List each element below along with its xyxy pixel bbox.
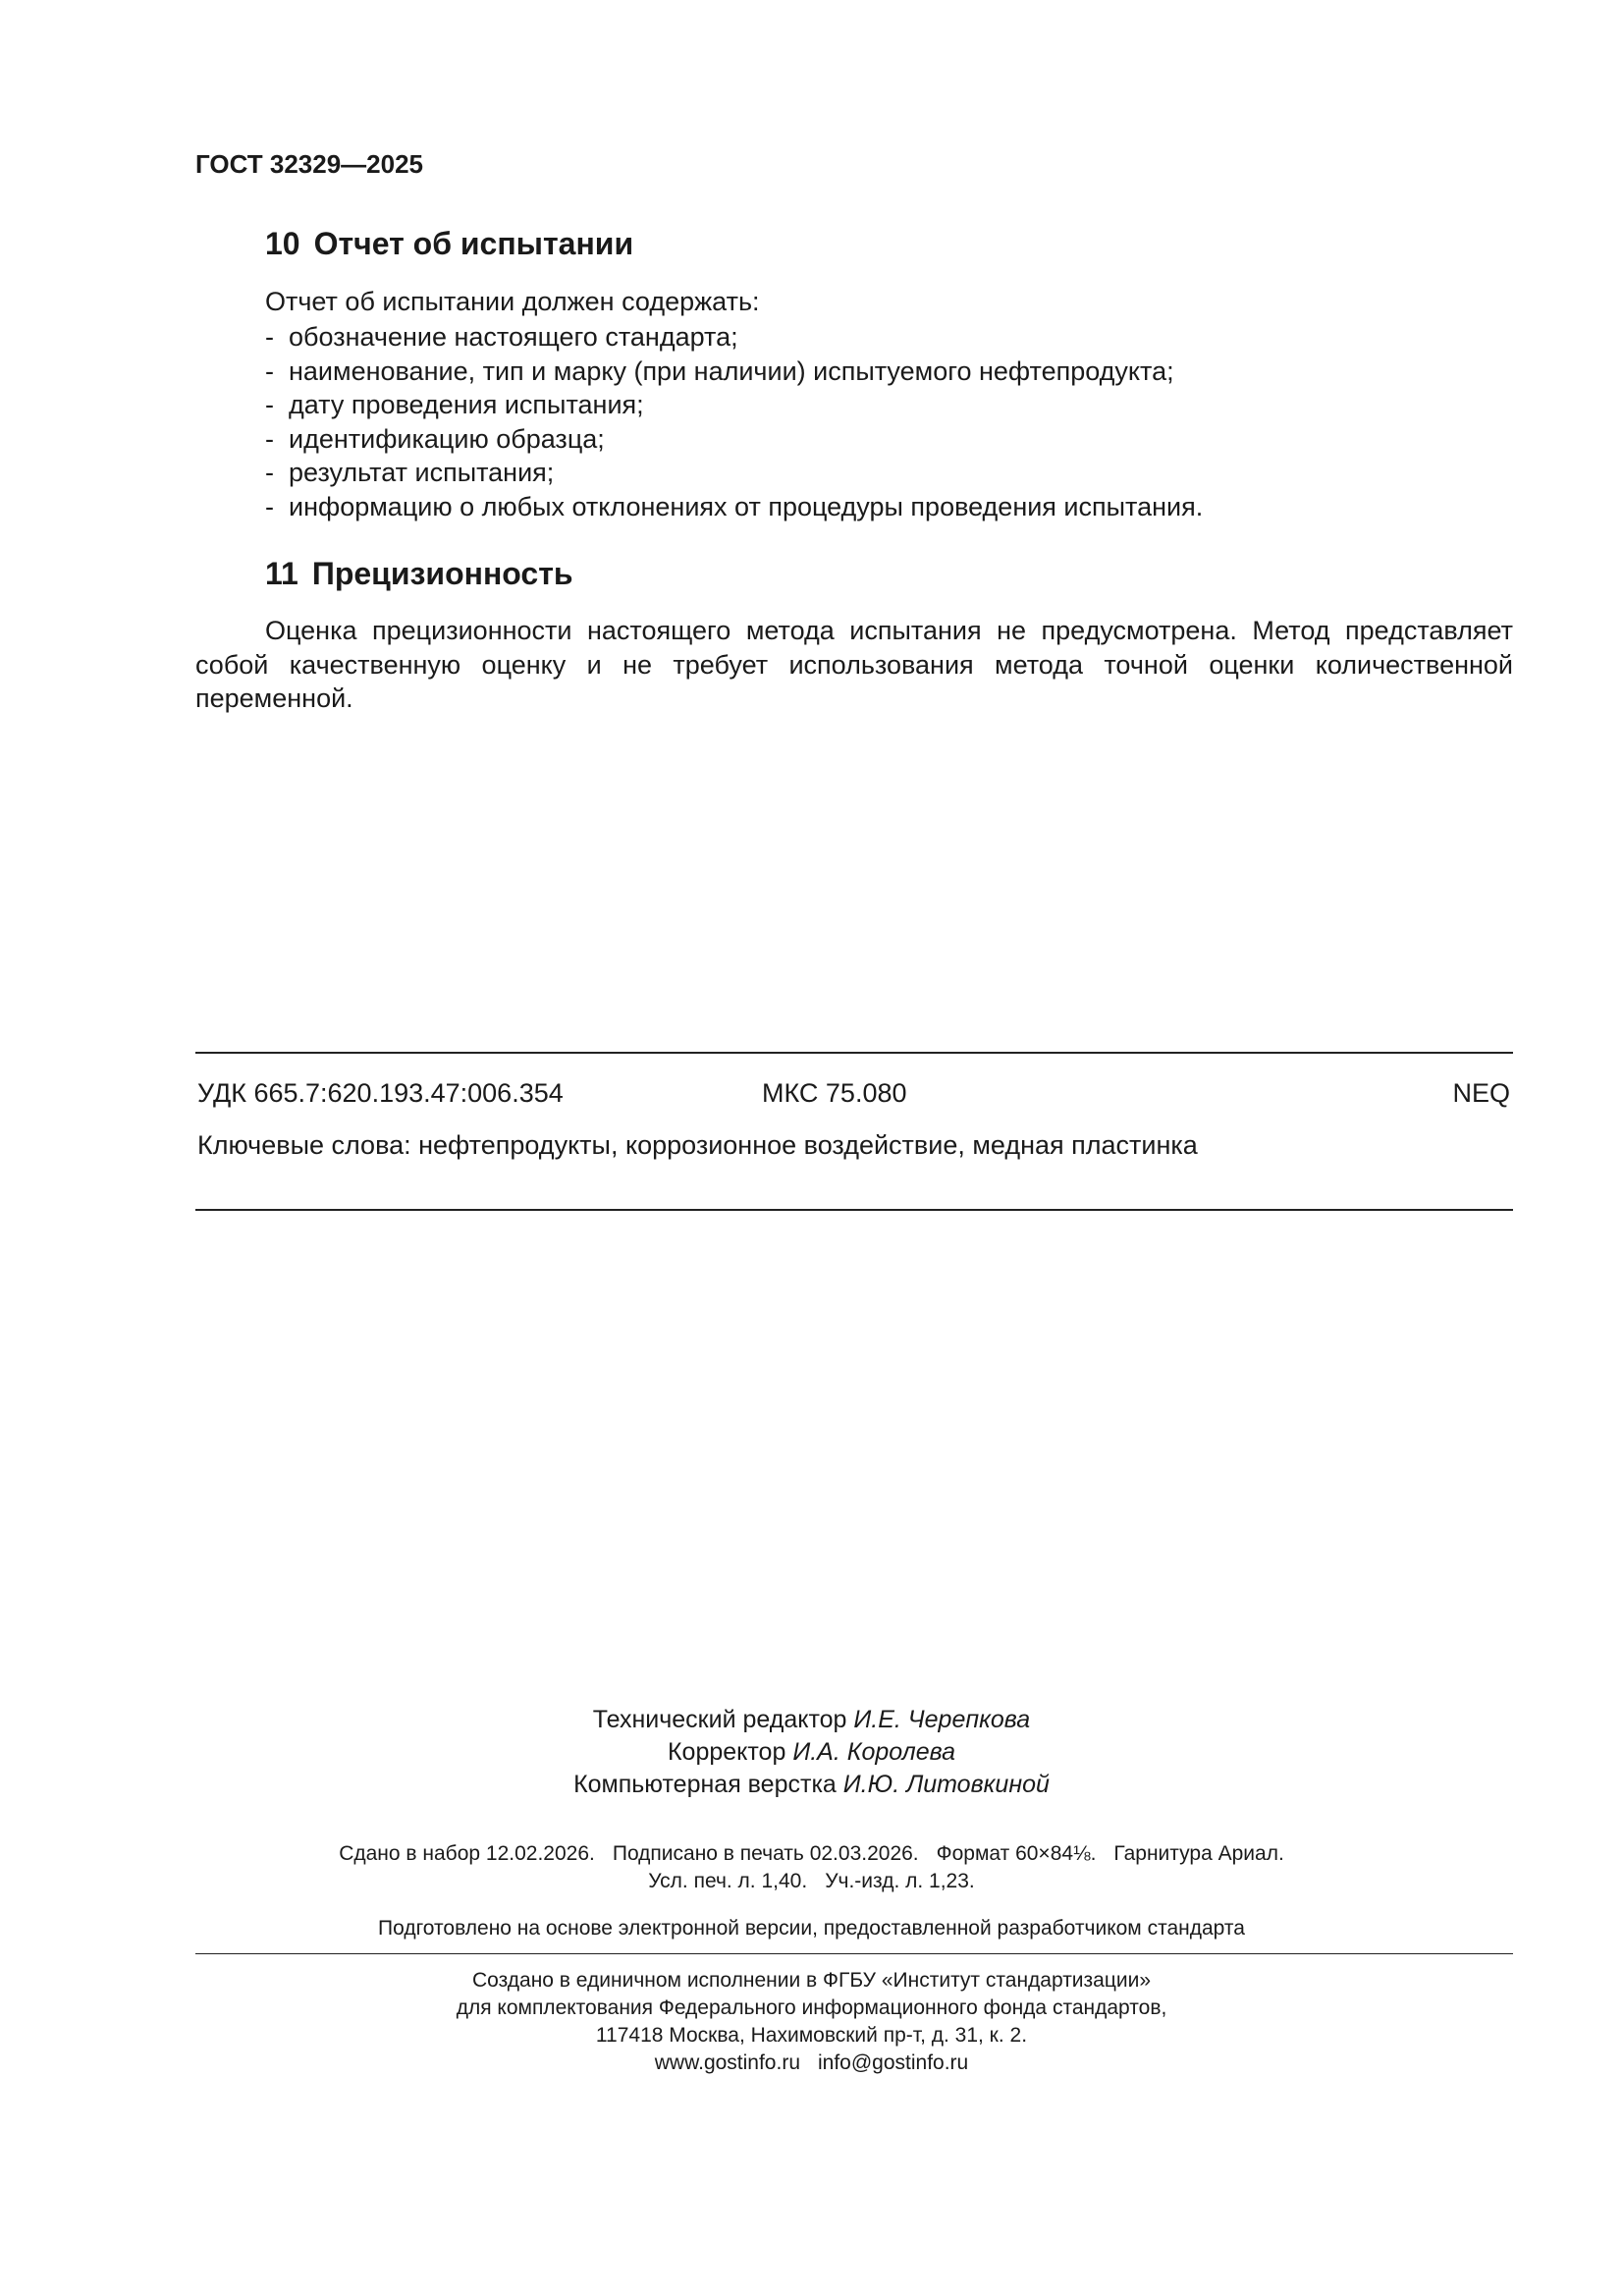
keywords-line: Ключевые слова: нефтепродукты, коррозионное воздействие, медная пластинка: [197, 1130, 1198, 1160]
email-link[interactable]: info@gostinfo.ru: [818, 2051, 969, 2074]
website-link[interactable]: www.gostinfo.ru: [654, 2051, 800, 2074]
print-details-line-1: Сдано в набор 12.02.2026. Подписано в печать 02.03.2026. Формат 60×84⅛. Гарнитура Ариал.: [339, 1842, 1284, 1865]
footer-divider: [195, 1953, 1513, 1954]
print-details-line-2: Усл. печ. л. 1,40. Уч.-изд. л. 1,23.: [648, 1870, 975, 1892]
credit-name: И.Е. Черепкова: [853, 1706, 1031, 1733]
section-10-heading: [265, 226, 633, 262]
contact-line: [0, 2050, 1623, 2077]
section-number: 11: [265, 556, 298, 591]
dash-bullet: -: [265, 355, 274, 386]
section-10-intro: Отчет об испытании должен содержать:: [265, 287, 760, 316]
credit-line: [0, 1704, 1623, 1736]
section-title: Отчет об испытании: [313, 226, 634, 261]
list-item: - обозначение настоящего стандарта;: [265, 320, 1203, 355]
report-contents-list: [265, 320, 1203, 523]
credit-role: Компьютерная верстка: [573, 1771, 837, 1798]
dash-bullet: -: [265, 390, 274, 419]
editorial-credits: [0, 1704, 1623, 1801]
list-item: - идентификацию образца;: [265, 422, 1203, 457]
dash-bullet: -: [265, 423, 274, 454]
list-item: - результат испытания;: [265, 456, 1203, 490]
divider-top: [195, 1052, 1513, 1054]
credit-line: [0, 1769, 1623, 1801]
list-item: - наименование, тип и марку (при наличии) испытуемого нефтепродукта;: [265, 355, 1203, 389]
list-item: - дату проведения испытания;: [265, 388, 1203, 422]
section-11-heading: [265, 556, 573, 592]
section-11-paragraph: Оценка прецизионности настоящего метода испытания не предусмотрена. Метод представляет собой качественную оценку и не требует использования метода точной оценки количественной переменной.: [195, 616, 1513, 713]
credit-name: И.А. Королева: [792, 1738, 956, 1766]
dash-bullet: -: [265, 458, 274, 487]
credit-role: Корректор: [667, 1738, 786, 1766]
mks-code: МКС 75.080: [762, 1078, 907, 1108]
prepared-note: Подготовлено на основе электронной версии, предоставленной разработчиком стандарта: [378, 1917, 1245, 1940]
divider-bottom: [195, 1209, 1513, 1211]
document-code: ГОСТ 32329—2025: [195, 149, 423, 179]
dash-bullet: -: [265, 491, 274, 521]
list-item: - информацию о любых отклонениях от процедуры проведения испытания.: [265, 490, 1203, 524]
udk-code: УДК 665.7:620.193.47:006.354: [197, 1078, 564, 1108]
credit-name: И.Ю. Литовкиной: [842, 1771, 1050, 1798]
dash-bullet: -: [265, 322, 274, 352]
section-number: 10: [265, 226, 300, 261]
equivalence-badge: NEQ: [1452, 1078, 1510, 1108]
section-title: Прецизионность: [311, 556, 573, 591]
publisher-footer: Создано в единичном исполнении в ФГБУ «Институт стандартизации» для комплектования Федерального информационного фонда стандартов, 117418 Москва, Нахимовский пр-т, д. 31, к. 2. www.gostinfo.ru info@gostinfo.ru: [0, 1967, 1623, 2077]
credit-line: [0, 1736, 1623, 1769]
credit-role: Технический редактор: [592, 1706, 847, 1733]
